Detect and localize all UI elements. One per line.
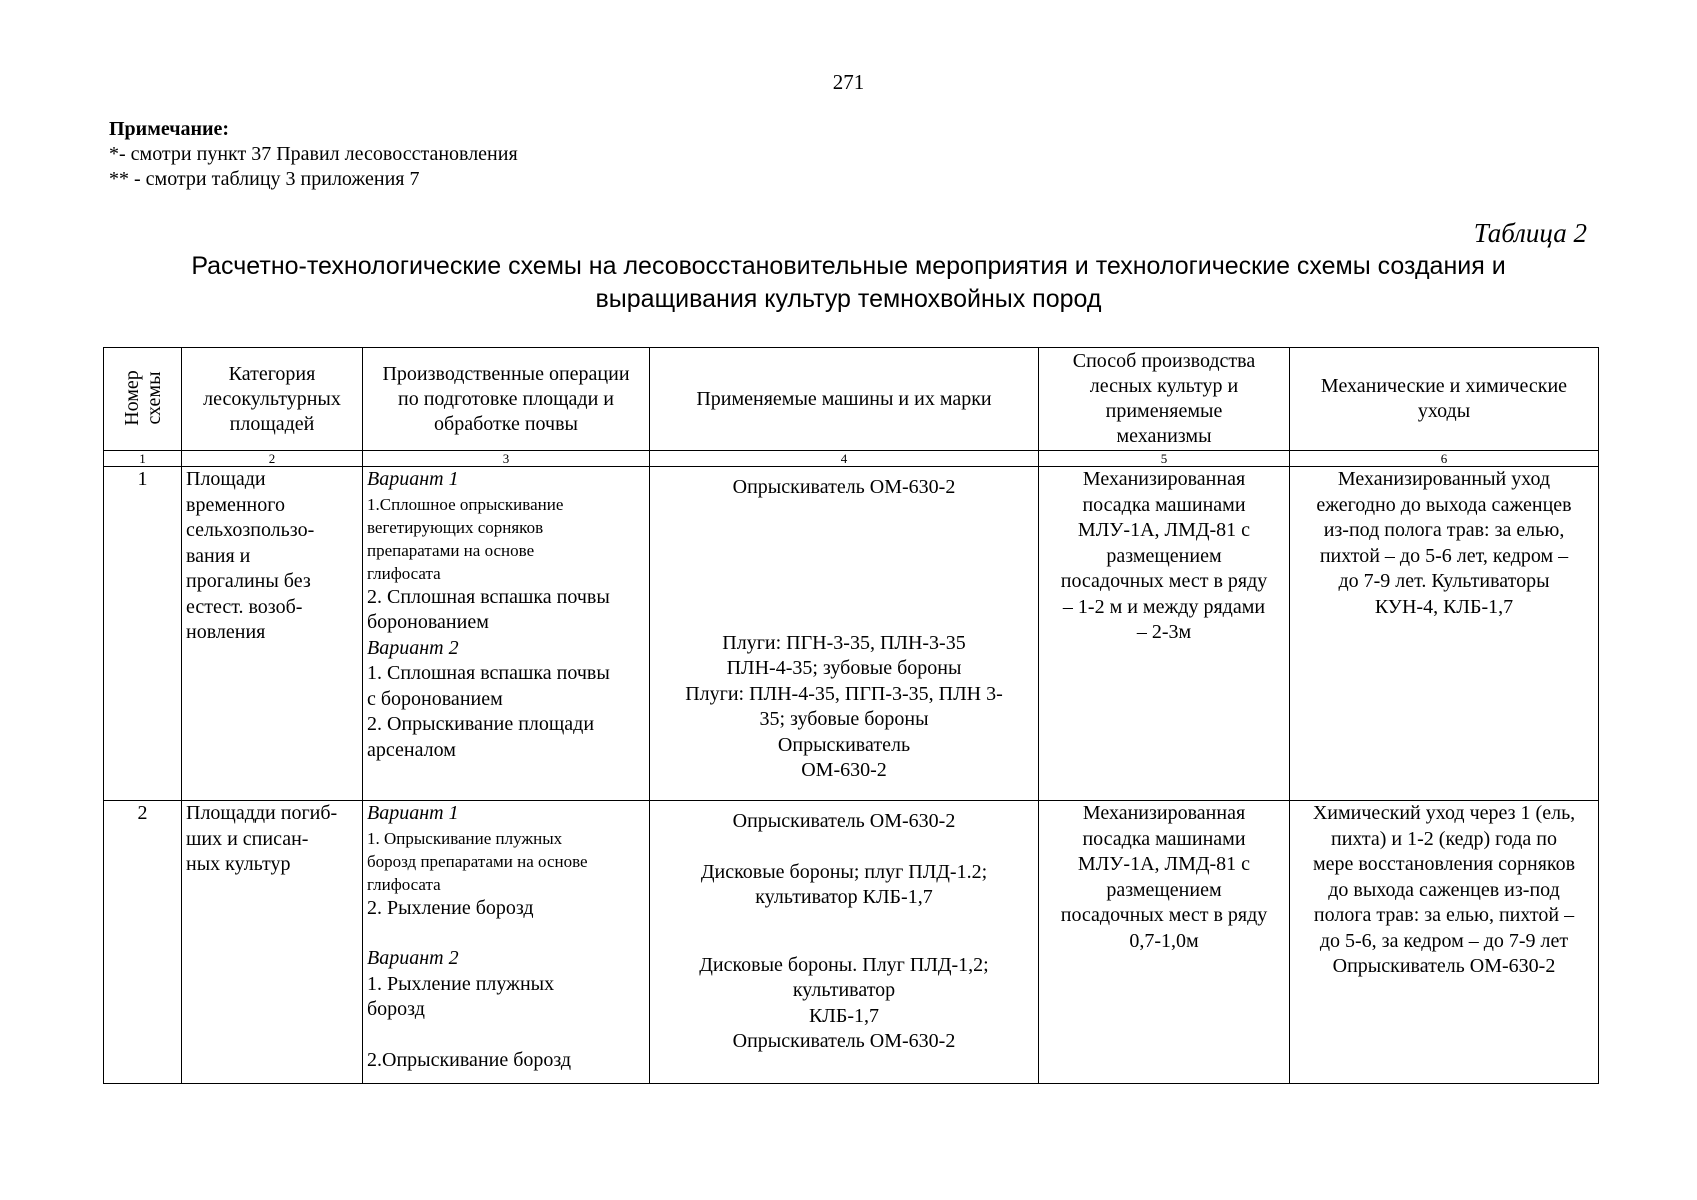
- col-number: 1: [104, 451, 182, 467]
- category-cell: Площади временного сельхозпользо- вания и прогалины без естест. возоб- новления: [182, 467, 363, 801]
- page-number: 271: [832, 70, 865, 94]
- machines-cell: Опрыскиватель ОМ-630-2 Плуги: ПГН-3-35, ПЛН-3-35 ПЛН-4-35; зубовые бороны Плуги: ПЛН-4-35, ПГП-3-35, ПЛН 3- 35; зубовые бороны Опрыскиватель ОМ-630-2: [650, 467, 1039, 801]
- category-cell: Площадди погиб- ших и списан- ных культур: [182, 801, 363, 1084]
- note-block: [109, 117, 518, 192]
- col-number: 2: [182, 451, 363, 467]
- table-row: [104, 801, 1599, 1084]
- column-number-row: [104, 451, 1599, 467]
- method-cell: Механизированная посадка машинами МЛУ-1А, ЛМД-81 с размещением посадочных мест в ряду 0,7-1,0м: [1039, 801, 1290, 1084]
- table-row: [104, 467, 1599, 801]
- header-machines: Применяемые машины и их марки: [650, 348, 1039, 451]
- note-line: ** - смотри таблицу 3 приложения 7: [109, 168, 420, 190]
- note-title: Примечание:: [109, 118, 230, 140]
- header-category: Категория лесокультурных площадей: [182, 348, 363, 451]
- col-number: 6: [1290, 451, 1599, 467]
- header-operations: Производственные операции по подготовке площади и обработке почвы: [363, 348, 650, 451]
- scheme-number: 1: [104, 467, 182, 801]
- table-title-line: выращивания культур темнохвойных пород: [595, 285, 1102, 313]
- variant-title: Вариант 2: [367, 636, 459, 659]
- variant-title: Вариант 2: [367, 947, 459, 969]
- table-title: [100, 250, 1597, 316]
- table-label: Таблица 2: [1473, 218, 1587, 248]
- scheme-number: 2: [104, 801, 182, 1084]
- care-cell: Химический уход через 1 (ель, пихта) и 1-2 (кедр) года по мере восстановления сорняков до выхода саженцев из-под полога трав: за елью, пихтой – до 5-6, за кедром – до 7-9 лет Опрыскиватель ОМ-630-2: [1290, 801, 1599, 1084]
- table-title-line: Расчетно-технологические схемы на лесовосстановительные мероприятия и технологические схемы создания и: [191, 252, 1506, 280]
- header-row: [104, 348, 1599, 451]
- operations-cell: Вариант 1 1. Опрыскивание плужных борозд препаратами на основе глифосата 2. Рыхление борозд Вариант 2 1. Рыхление плужных борозд 2.Опрыскивание борозд: [363, 801, 650, 1084]
- header-scheme-number: Номер схемы: [104, 348, 182, 451]
- header-method: Способ производства лесных культур и применяемые механизмы: [1039, 348, 1290, 451]
- header-care: Механические и химические уходы: [1290, 348, 1599, 451]
- col-number: 5: [1039, 451, 1290, 467]
- variant-title: Вариант 1: [367, 802, 459, 824]
- col-number: 3: [363, 451, 650, 467]
- col-number: 4: [650, 451, 1039, 467]
- method-cell: Механизированная посадка машинами МЛУ-1А, ЛМД-81 с размещением посадочных мест в ряду – 1-2 м и между рядами – 2-3м: [1039, 467, 1290, 801]
- operations-cell: Вариант 1 1.Сплошное опрыскивание вегетирующих сорняков препаратами на основе глифосата 2. Сплошная вспашка почвы боронованием Вариант 2 1. Сплошная вспашка почвы с боронованием 2. Опрыскивание площади арсеналом: [363, 467, 650, 801]
- schemes-table: [103, 347, 1599, 1084]
- variant-title: Вариант 1: [367, 468, 459, 490]
- machines-cell: Опрыскиватель ОМ-630-2 Дисковые бороны; плуг ПЛД-1.2; культиватор КЛБ-1,7 Дисковые бороны. Плуг ПЛД-1,2; культиватор КЛБ-1,7 Опрыскиватель ОМ-630-2: [650, 801, 1039, 1084]
- note-line: *- смотри пункт 37 Правил лесовосстановления: [109, 143, 518, 165]
- care-cell: Механизированный уход ежегодно до выхода саженцев из-под полога трав: за елью, пихтой – до 5-6 лет, кедром – до 7-9 лет. Культиваторы КУН-4, КЛБ-1,7: [1290, 467, 1599, 801]
